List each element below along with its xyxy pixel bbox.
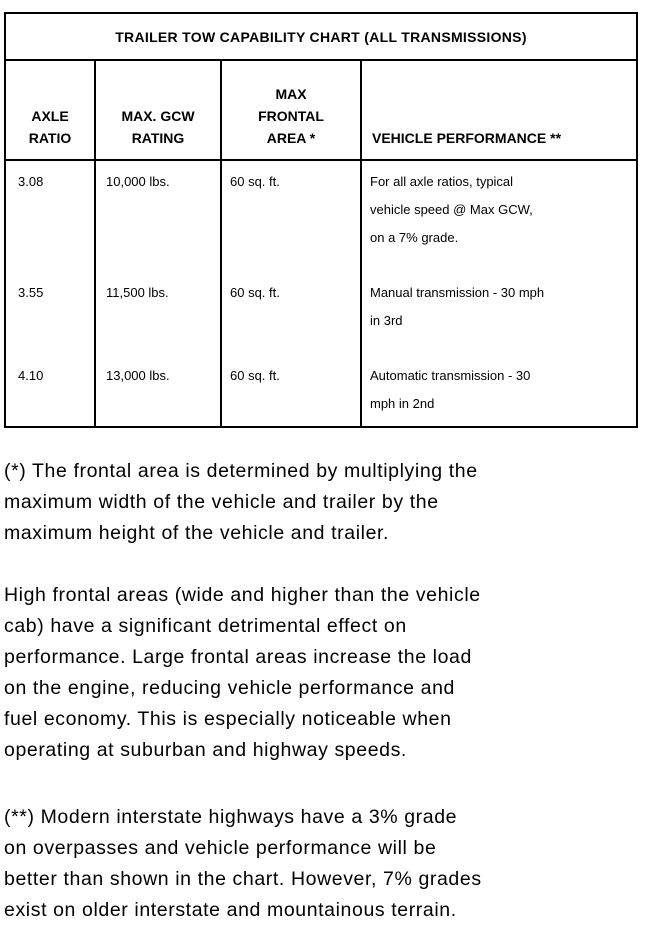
header-axle-ratio: AXLE RATIO <box>28 108 72 146</box>
cell-gcw: 10,000 lbs. <box>106 174 170 189</box>
cell-axle-ratio: 3.08 <box>18 174 44 189</box>
header-divider <box>6 159 636 161</box>
cell-frontal-area: 60 sq. ft. <box>230 174 280 189</box>
table-grid <box>6 61 636 426</box>
tow-capability-table <box>4 12 638 428</box>
header-vehicle-performance: VEHICLE PERFORMANCE ** <box>372 130 562 146</box>
header-max-frontal-area: MAX FRONTAL AREA * <box>258 86 324 146</box>
cell-gcw: 13,000 lbs. <box>106 368 170 383</box>
cell-performance: Manual transmission - 30 mph in 3rd <box>370 285 545 328</box>
note-interstate-grades: (**) Modern interstate highways have a 3% grade on overpasses and vehicle performance will be better than shown in the chart. However, 7% grades exist on older interstate and mountainous terrain. <box>4 806 482 921</box>
cell-performance: Automatic transmission - 30 mph in 2nd <box>370 368 531 411</box>
header-max-gcw-rating: MAX. GCW RATING <box>121 108 195 146</box>
cell-performance: For all axle ratios, typical vehicle speed @ Max GCW, on a 7% grade. <box>370 174 533 245</box>
note-frontal-area: (*) The frontal area is determined by multiplying the maximum width of the vehicle and trailer by the maximum height of the vehicle and trailer. <box>4 460 478 544</box>
cell-frontal-area: 60 sq. ft. <box>230 285 280 300</box>
table-title: TRAILER TOW CAPABILITY CHART (ALL TRANSMISSIONS) <box>6 14 636 61</box>
cell-frontal-area: 60 sq. ft. <box>230 368 280 383</box>
note-high-frontal-areas: High frontal areas (wide and higher than the vehicle cab) have a significant detrimental effect on performance. Large frontal areas increase the load on the engine, reducing vehicle performance and fuel economy. This is especially noticeable when operating at suburban and highway speeds. <box>4 584 481 761</box>
cell-axle-ratio: 3.55 <box>18 285 44 300</box>
cell-axle-ratio: 4.10 <box>18 368 44 383</box>
cell-gcw: 11,500 lbs. <box>106 285 169 300</box>
